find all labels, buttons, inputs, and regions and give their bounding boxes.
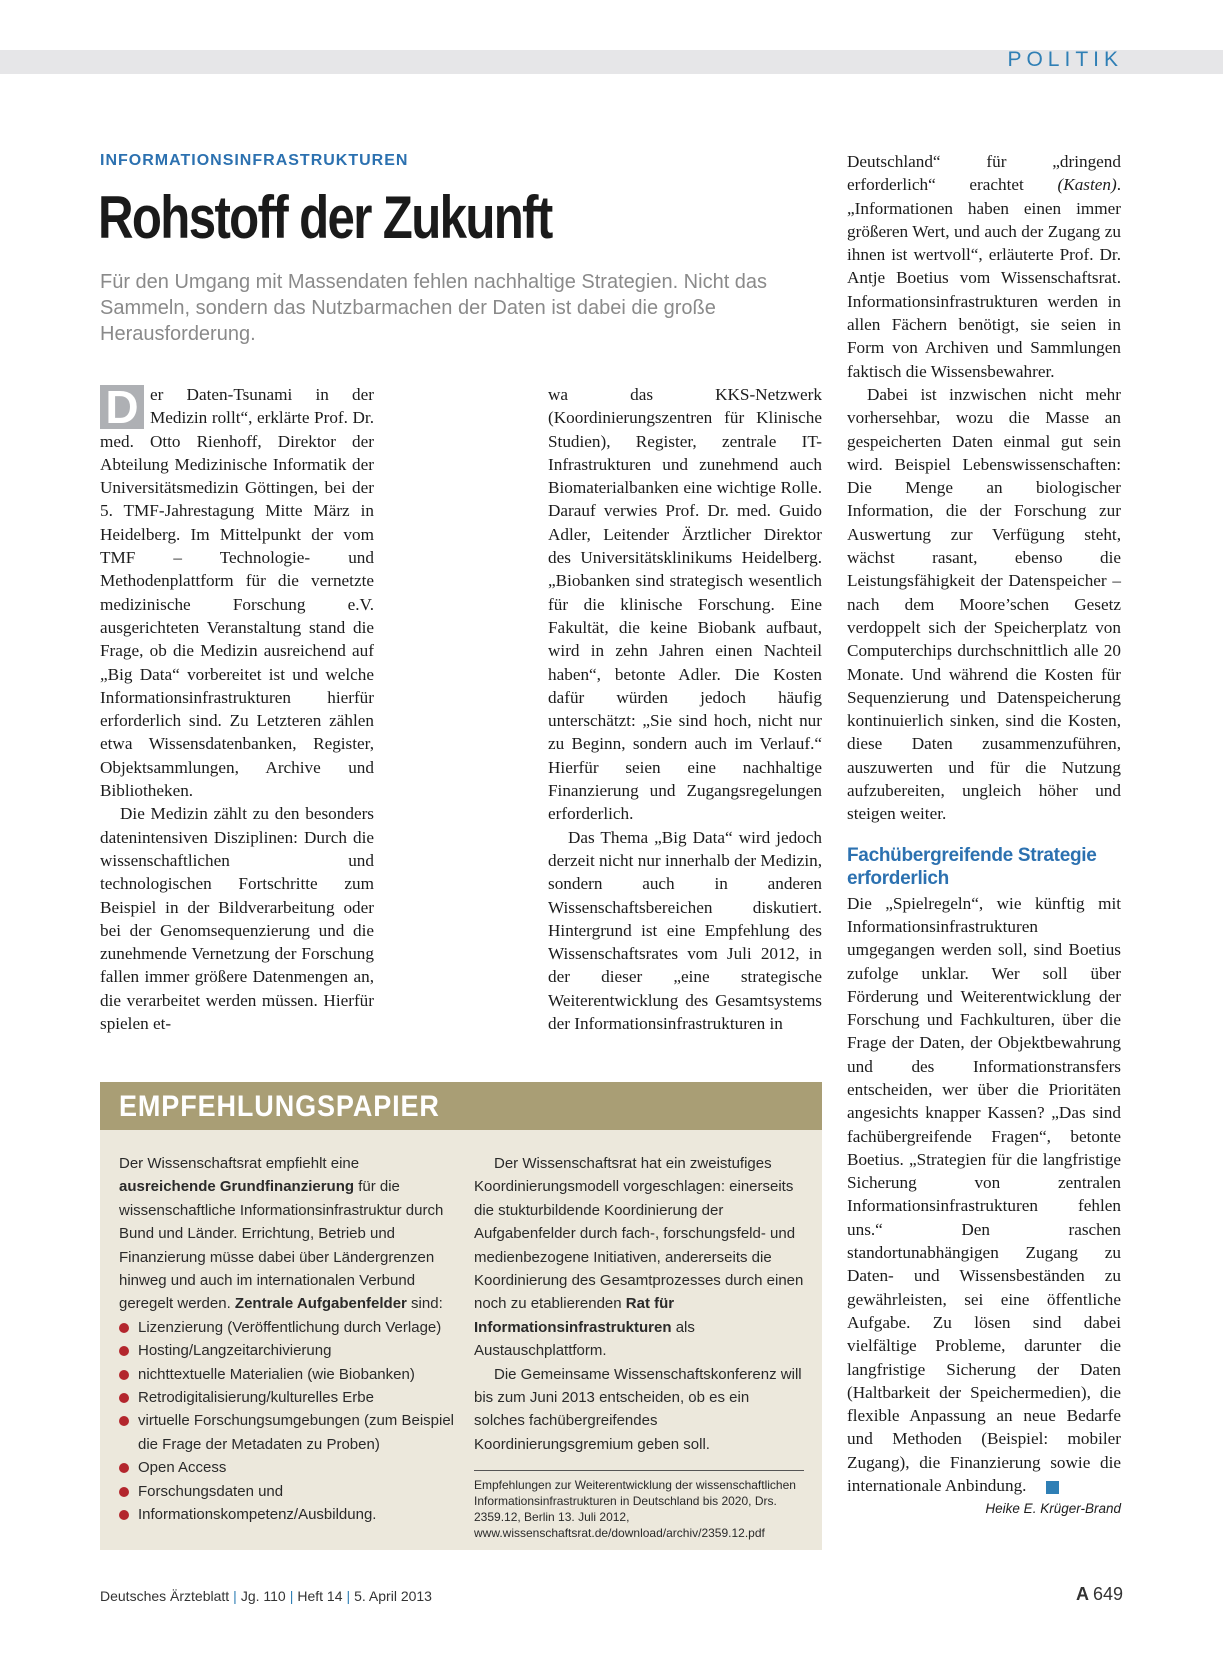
list-item xyxy=(119,1456,459,1479)
list-item xyxy=(119,1386,459,1409)
subheading: Fachübergreifende Strategie erforderlich xyxy=(847,844,1097,889)
issue-date: 5. April 2013 xyxy=(354,1588,432,1604)
info-box-column-2 xyxy=(474,1152,804,1541)
list-item-text: Lizenzierung (Veröffentlichung durch Verlage) xyxy=(138,1318,442,1336)
list-item xyxy=(119,1409,459,1456)
page-prefix: A xyxy=(1075,1584,1089,1604)
paragraph-2-continued: wa das KKS-Netzwerk (Koordinierungszentren für Klinische Studien), Register, zentrale IT-Infrastrukturen und zunehmend auch Biomaterialbanken eine wichtige Rolle. Darauf verwies Prof. Dr. med. Guido Adler, Leitender Ärztlicher Direktor des Universitätsklinikums Heidelberg. „Biobanken sind strategisch wesentlich für die klinische Forschung. Eine Fakultät, die keine Biobank aufbaut, wird in zehn Jahren einen Nachteil haben“, betonte Adler. Die Kosten dafür würden jedoch häufig unterschätzt: „Sie sind hoch, nicht nur zu Beginn, sondern auch im Verlauf.“ Hierfür seien eine nachhaltige Finanzierung und Zugangsregelungen erforderlich. xyxy=(548,385,822,824)
end-mark-icon xyxy=(1046,1481,1059,1494)
paragraph-3-continued xyxy=(847,150,1121,383)
page-number xyxy=(1076,1584,1123,1605)
issue: Heft 14 xyxy=(297,1588,343,1604)
separator: | xyxy=(346,1588,351,1604)
info-box-paragraph-1 xyxy=(474,1152,804,1363)
list-item-text: nichttextuelle Materialien (wie Biobanken) xyxy=(138,1365,415,1383)
list-item-text: virtuelle Forschungsumgebungen (zum Beispiel die Frage der Metadaten zu Proben) xyxy=(138,1412,454,1453)
list-item xyxy=(119,1503,459,1526)
list-item-text: Forschungsdaten und xyxy=(138,1482,284,1500)
dropcap: D xyxy=(100,385,144,429)
bullet-icon xyxy=(119,1510,129,1520)
info-box xyxy=(100,1082,822,1550)
page-value: 649 xyxy=(1092,1584,1123,1604)
paragraph-3-continued-b: . „Informationen haben einen immer größeren Wert, und auch der Zugang zu ihnen ist wertvoll“, erläuterte Prof. Dr. Antje Boetius vom Wissenschaftsrat. Informationsinfrastrukturen werden in allen Fächern benötigt, sie seien in Form von Archiven und Sammlungen faktisch die Wissensbewahrer. xyxy=(847,175,1121,381)
section-label: POLITIK xyxy=(1007,48,1123,71)
separator: | xyxy=(233,1588,237,1604)
separator: | xyxy=(289,1588,294,1604)
volume: Jg. 110 xyxy=(240,1588,286,1604)
list-item-text: Informationskompetenz/Ausbildung. xyxy=(138,1506,377,1524)
paragraph-2: Die Medizin zählt zu den besonders datenintensiven Disziplinen: Durch die wissenschaftlichen und technologischen Fortschritte zum Beispiel in der Bildverarbeitung oder bei der Genomsequenzierung und die zunehmende Vernetzung der Forschung fallen immer größere Datenmengen an, die verarbeitet werden müssen. Hierfür spielen et- xyxy=(100,804,374,1034)
right-text-a: Der Wissenschaftsrat hat ein zweistufiges Koordinierungsmodell vorgeschlagen: einerseits die stukturbildende Koordinierung der Aufgabenfelder durch fach-, forschungsfeld- und medienbezogene Initiativen, andererseits die Koordinierung des Gesamtprozesses durch einen noch zu etablierenden xyxy=(474,1155,804,1313)
list-item-text: Hosting/Langzeitarchivierung xyxy=(138,1342,332,1360)
bullet-icon xyxy=(119,1323,129,1333)
text-column-1 xyxy=(100,383,374,1035)
paragraph-3: Das Thema „Big Data“ wird jedoch derzeit nicht nur innerhalb der Medizin, sondern auch in anderen Wissenschaftsbereichen diskutiert. Hintergrund ist eine Empfehlung des Wissenschaftsrates vom Juli 2012, in der dieser „eine strategische Weiterentwicklung des Gesamtsystems der Informationsinfrastrukturen in xyxy=(548,827,822,1034)
box-reference: (Kasten) xyxy=(1057,175,1117,195)
info-box-paragraph-2: Die Gemeinsame Wissenschaftskonferenz will bis zum Juni 2013 entscheiden, ob es ein solches fachübergreifendes Koordinierungsgremium geben soll. xyxy=(474,1365,802,1453)
intro-text-c: sind: xyxy=(406,1295,443,1313)
bullet-icon xyxy=(119,1370,129,1380)
bullet-icon xyxy=(119,1463,129,1473)
intro-bold-a: ausreichende Grundfinanzierung xyxy=(119,1178,355,1196)
article-title: Rohstoff der Zukunft xyxy=(98,184,552,251)
info-box-header xyxy=(100,1082,822,1130)
intro-bold-b: Zentrale Aufgabenfelder xyxy=(234,1295,407,1313)
info-box-intro xyxy=(119,1152,459,1316)
list-item xyxy=(119,1480,459,1503)
right-text-b: als Austauschplattform. xyxy=(474,1318,695,1360)
source-note: Empfehlungen zur Weiterentwicklung der wissenschaftlichen Informationsinfrastrukturen in Deutschland bis 2020, Drs. 2359.12, Berlin 13. Juli 2012, www.wissenschaftsrat.de/download/archiv/2359.12.pdf xyxy=(474,1470,804,1541)
list-item-text: Retrodigitalisierung/kulturelles Erbe xyxy=(138,1389,374,1407)
author: Heike E. Krüger-Brand xyxy=(985,1501,1121,1517)
right-bold: Rat für Informationsinfrastrukturen xyxy=(474,1295,675,1336)
paragraph-1-text: er Daten-Tsunami in der Medizin rollt“, erklärte Prof. Dr. med. Otto Rienhoff, Direktor der Abteilung Medizinische Informatik der Universitätsmedizin Göttingen, bei der 5. TMF-Jahrestagung Mitte März in Heidelberg. Im Mittelpunkt der vom TMF – Technologie- und Methodenplattform für die vernetzte medizinische Forschung e.V. ausgerichteten Veranstaltung stand die Frage, ob die Medizin ausreichend auf „Big Data“ vorbereitet ist und welche Informationsinfrastrukturen hierfür erforderlich sind. Zu Letzteren zählen etwa Wissensdatenbanken, Register, Objektsammlungen, Archive und Bibliotheken. xyxy=(100,385,374,801)
bullet-icon xyxy=(119,1416,129,1426)
list-item-text: Open Access xyxy=(138,1459,227,1477)
journal-name: Deutsches Ärzteblatt xyxy=(100,1588,230,1604)
paragraph-4: Dabei ist inzwischen nicht mehr vorhersehbar, wozu die Masse an gespeicherten Daten einmal gut sein wird. Beispiel Lebenswissenschaften: Die Menge an biologischer Information, die der Forschung zur Auswertung zur Verfügung steht, wächst rasant, ebenso die Leistungsfähigkeit der Datenspeicher – nach dem Moore’schen Gesetz verdoppelt sich der Speicherplatz von Computerchips durchschnittlich alle 20 Monate. Und während die Kosten für Sequenzierung und Datenspeicherung kontinuierlich sinken, sind die Kosten, diese Daten zusammenzuführen, auszuwerten und für die Nutzung aufzubereiten, ungleich höher und steigen weiter. xyxy=(847,384,1121,824)
bullet-icon xyxy=(119,1346,129,1356)
paragraph-5-text: Die „Spielregeln“, wie künftig mit Informationsinfrastrukturen umgegangen werden soll, sind Boetius zufolge unklar. Wer soll über Förderung und Weiterentwicklung der Forschung und Fachkulturen, über die Frage der Daten, der Objektbewahrung und des Informationstransfers entscheiden, wer über die Prioritäten angesichts knapper Kassen? „Das sind fachübergreifende Fragen“, betonte Boetius. „Strategien für die langfristige Sicherung von zentralen Informationsinfrastrukturen fehlen uns.“ Den raschen standortunabhängigen Zugang zu Daten- und Wissensbeständen zu gewährleisten, sei eine öffentliche Aufgabe. Zu lösen sind dabei vielfältige Probleme, darunter die langfristige Sicherung der Daten (Haltbarkeit der Speichermedien), die flexible Anpassung an neue Bedarfe und Methoden (Beispiel: mobiler Zugang), die Finanzierung sowie die internationale Anbindung. xyxy=(847,893,1121,1496)
footer xyxy=(100,1588,432,1604)
intro-text-a: Der Wissenschaftsrat empfiehlt eine xyxy=(119,1155,360,1172)
list-item xyxy=(119,1363,459,1386)
intro-text-b: für die wissenschaftliche Informationsinfrastruktur durch Bund und Länder. Errichtung, Betrieb und Finanzierung müsse dabei über Ländergrenzen hinweg und auch im internationalen Verbund geregelt werden. xyxy=(119,1178,444,1313)
paragraph-1 xyxy=(100,383,374,802)
paragraph-3-continued-a: Deutschland“ für „dringend erforderlich“ erachtet xyxy=(847,152,1121,195)
list-item xyxy=(119,1339,459,1362)
article-kicker: INFORMATIONSINFRASTRUKTUREN xyxy=(100,152,409,169)
bullet-icon xyxy=(119,1487,129,1497)
list-item xyxy=(119,1316,459,1339)
article-lead: Für den Umgang mit Massendaten fehlen nachhaltige Strategien. Nicht das Sammeln, sondern das Nutzbarmachen der Daten ist dabei die große Herausforderung. xyxy=(100,271,768,345)
text-column-3 xyxy=(847,150,1121,1519)
text-column-2 xyxy=(548,383,822,1035)
bullet-icon xyxy=(119,1393,129,1403)
info-box-title: EMPFEHLUNGSPAPIER xyxy=(119,1090,440,1123)
paragraph-5 xyxy=(847,892,1121,1498)
info-box-column-1 xyxy=(119,1152,459,1527)
task-list xyxy=(119,1316,459,1527)
